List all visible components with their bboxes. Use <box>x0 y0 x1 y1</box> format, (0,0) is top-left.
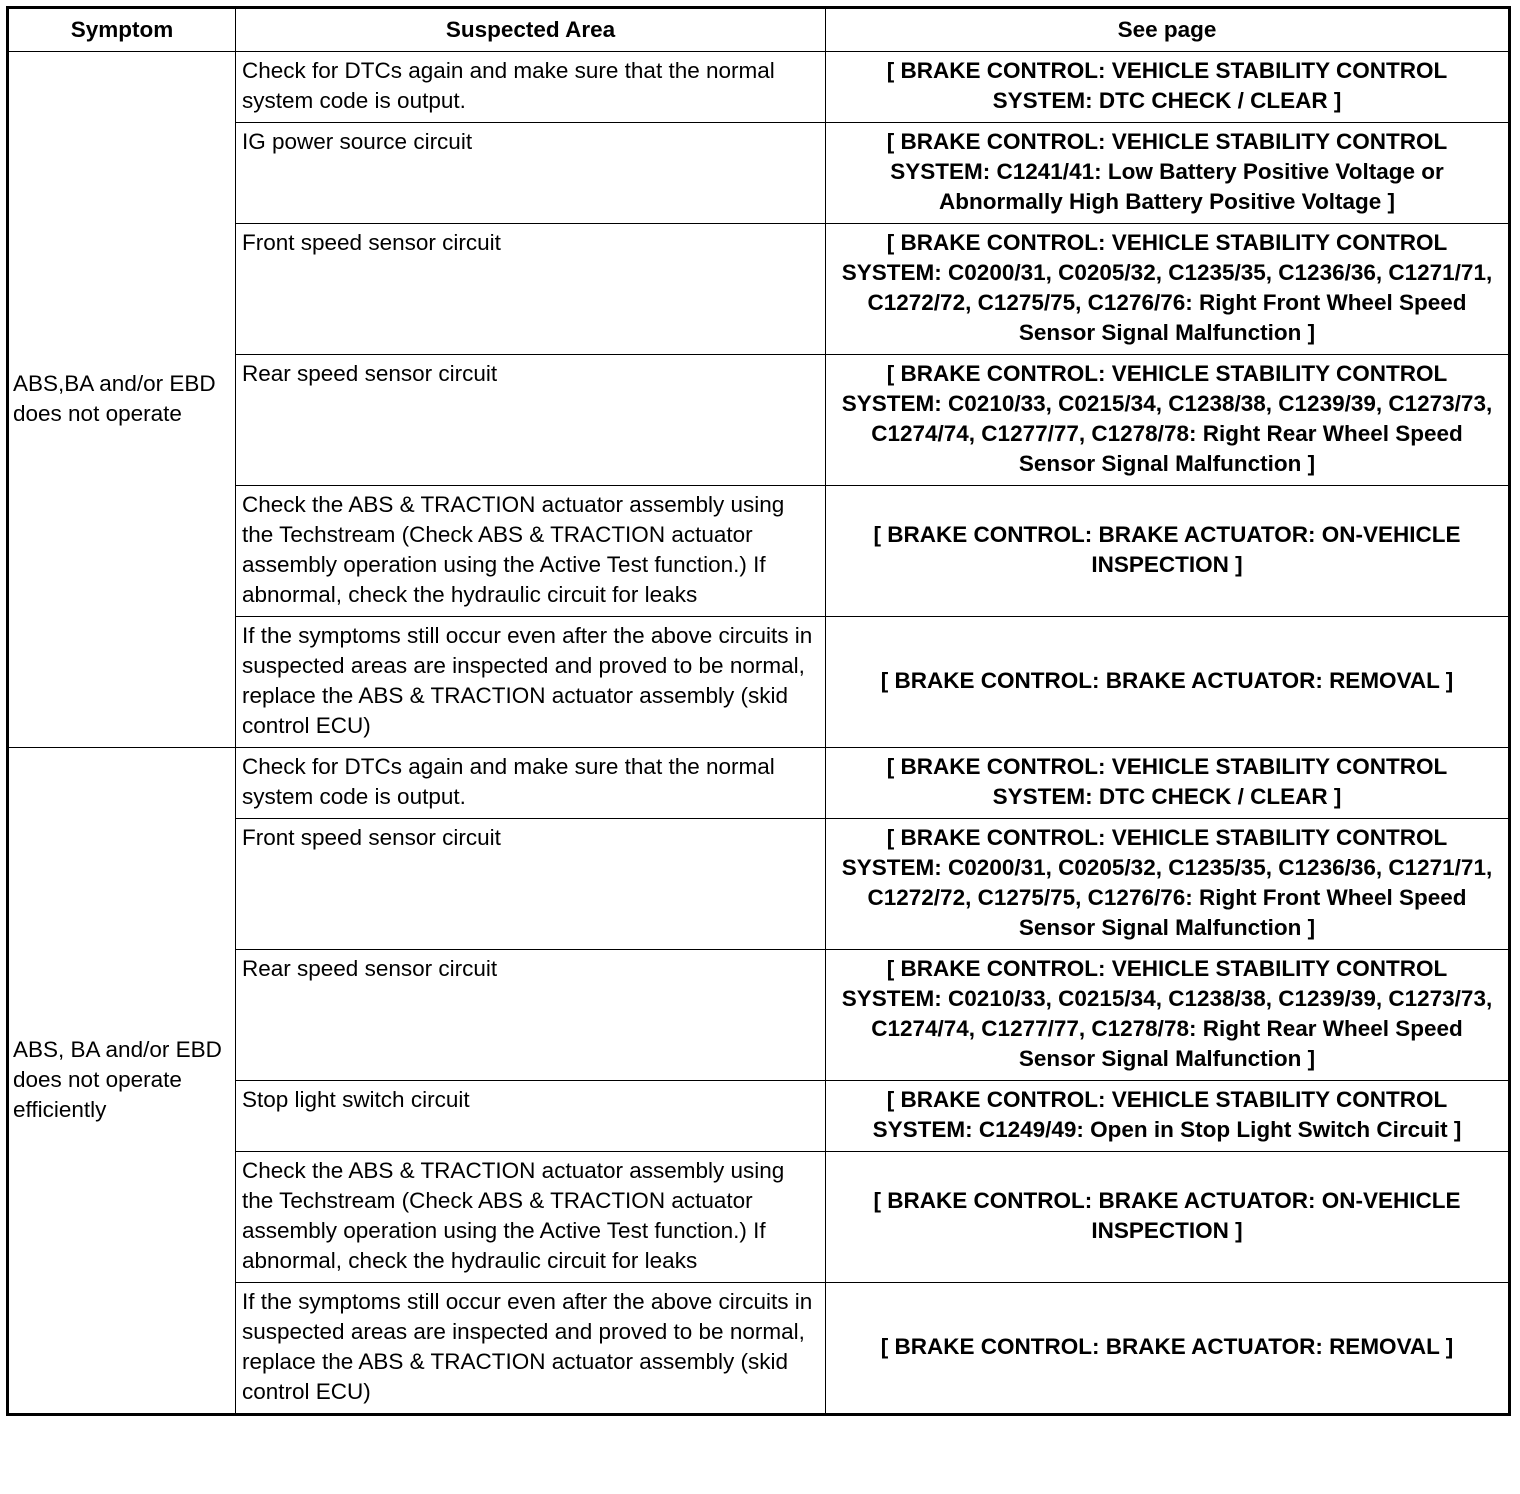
suspected-area-cell: Check for DTCs again and make sure that the normal system code is output. <box>236 52 826 123</box>
see-page-link[interactable]: [ BRAKE CONTROL: BRAKE ACTUATOR: ON-VEHICLE INSPECTION ] <box>826 1152 1510 1283</box>
see-page-link[interactable]: [ BRAKE CONTROL: VEHICLE STABILITY CONTROL SYSTEM: C0210/33, C0215/34, C1238/38, C1239/39, C1273/73, C1274/74, C1277/77, C1278/78: Right Rear Wheel Speed Sensor Signal Malfunction ] <box>826 950 1510 1081</box>
suspected-area-cell: Check the ABS & TRACTION actuator assembly using the Techstream (Check ABS & TRACTION actuator assembly operation using the Active Test function.) If abnormal, check the hydraulic circuit for leaks <box>236 486 826 617</box>
symptom-cell: ABS,BA and/or EBD does not operate <box>8 52 236 748</box>
see-page-link[interactable]: [ BRAKE CONTROL: VEHICLE STABILITY CONTROL SYSTEM: C1249/49: Open in Stop Light Switch Circuit ] <box>826 1081 1510 1152</box>
see-page-link[interactable]: [ BRAKE CONTROL: BRAKE ACTUATOR: REMOVAL ] <box>826 1283 1510 1415</box>
suspected-area-cell: If the symptoms still occur even after the above circuits in suspected areas are inspected and proved to be normal, replace the ABS & TRACTION actuator assembly (skid control ECU) <box>236 1283 826 1415</box>
suspected-area-cell: Front speed sensor circuit <box>236 224 826 355</box>
see-page-link[interactable]: [ BRAKE CONTROL: BRAKE ACTUATOR: ON-VEHICLE INSPECTION ] <box>826 486 1510 617</box>
header-symptom: Symptom <box>8 8 236 52</box>
see-page-link[interactable]: [ BRAKE CONTROL: VEHICLE STABILITY CONTROL SYSTEM: C1241/41: Low Battery Positive Voltage or Abnormally High Battery Positive Voltage ] <box>826 123 1510 224</box>
header-row <box>8 8 1510 52</box>
suspected-area-cell: If the symptoms still occur even after the above circuits in suspected areas are inspected and proved to be normal, replace the ABS & TRACTION actuator assembly (skid control ECU) <box>236 617 826 748</box>
header-suspected-area: Suspected Area <box>236 8 826 52</box>
troubleshooting-table <box>6 6 1511 1416</box>
see-page-link[interactable]: [ BRAKE CONTROL: VEHICLE STABILITY CONTROL SYSTEM: C0200/31, C0205/32, C1235/35, C1236/36, C1271/71, C1272/72, C1275/75, C1276/76: Right Front Wheel Speed Sensor Signal Malfunction ] <box>826 224 1510 355</box>
suspected-area-cell: Rear speed sensor circuit <box>236 950 826 1081</box>
table-row <box>8 748 1510 819</box>
see-page-link[interactable]: [ BRAKE CONTROL: VEHICLE STABILITY CONTROL SYSTEM: DTC CHECK / CLEAR ] <box>826 748 1510 819</box>
see-page-link[interactable]: [ BRAKE CONTROL: BRAKE ACTUATOR: REMOVAL ] <box>826 617 1510 748</box>
see-page-link[interactable]: [ BRAKE CONTROL: VEHICLE STABILITY CONTROL SYSTEM: C0200/31, C0205/32, C1235/35, C1236/36, C1271/71, C1272/72, C1275/75, C1276/76: Right Front Wheel Speed Sensor Signal Malfunction ] <box>826 819 1510 950</box>
suspected-area-cell: Check the ABS & TRACTION actuator assembly using the Techstream (Check ABS & TRACTION actuator assembly operation using the Active Test function.) If abnormal, check the hydraulic circuit for leaks <box>236 1152 826 1283</box>
see-page-link[interactable]: [ BRAKE CONTROL: VEHICLE STABILITY CONTROL SYSTEM: DTC CHECK / CLEAR ] <box>826 52 1510 123</box>
table-row <box>8 52 1510 123</box>
suspected-area-cell: Front speed sensor circuit <box>236 819 826 950</box>
symptom-cell: ABS, BA and/or EBD does not operate efficiently <box>8 748 236 1415</box>
header-see-page: See page <box>826 8 1510 52</box>
suspected-area-cell: Rear speed sensor circuit <box>236 355 826 486</box>
suspected-area-cell: IG power source circuit <box>236 123 826 224</box>
see-page-link[interactable]: [ BRAKE CONTROL: VEHICLE STABILITY CONTROL SYSTEM: C0210/33, C0215/34, C1238/38, C1239/39, C1273/73, C1274/74, C1277/77, C1278/78: Right Rear Wheel Speed Sensor Signal Malfunction ] <box>826 355 1510 486</box>
suspected-area-cell: Stop light switch circuit <box>236 1081 826 1152</box>
suspected-area-cell: Check for DTCs again and make sure that the normal system code is output. <box>236 748 826 819</box>
